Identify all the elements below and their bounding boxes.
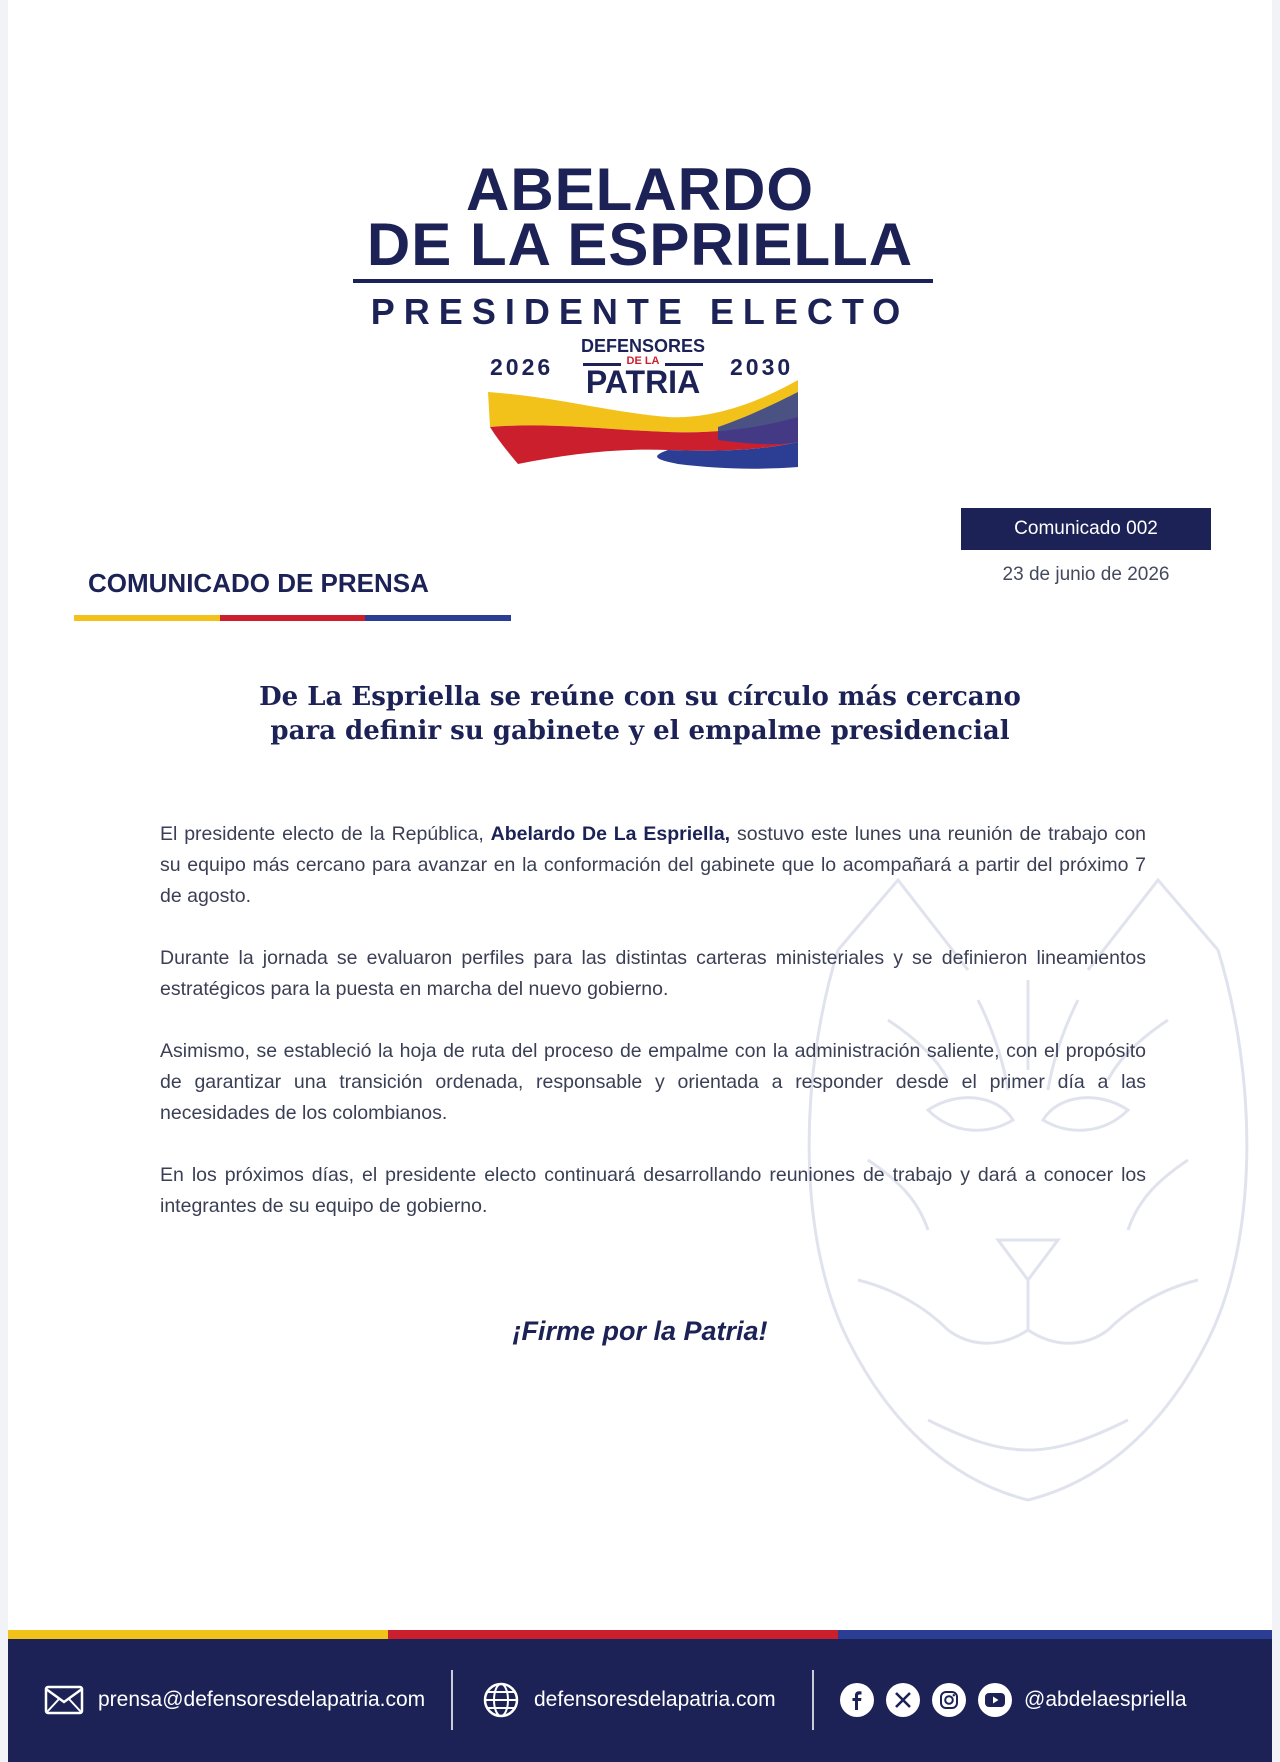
footer-tricolor-stripe [8, 1630, 1272, 1639]
footer-stripe-yellow [8, 1630, 388, 1639]
footer-stripe-red [388, 1630, 838, 1639]
footer-stripe-blue [838, 1630, 1272, 1639]
footer-social[interactable] [840, 1678, 1187, 1722]
paragraph-2: Durante la jornada se evaluaron perfiles para las distintas carteras ministeriales y se definieron lineamientos estratégicos para la puesta en marcha del nuevo gobierno. [160, 947, 1146, 1000]
paragraph-1-suffix: sostuvo este lunes una reunión de trabajo con su equipo más cercano para avanzar en la conformación del gabinete que lo acompañará a partir del próximo 7 de agosto. [160, 823, 1147, 907]
tricolor-blue [365, 615, 511, 621]
footer-email[interactable] [44, 1678, 425, 1722]
press-release-page [8, 0, 1272, 1762]
communique-number-badge: Comunicado 002 [961, 508, 1211, 550]
paragraph-3: Asimismo, se estableció la hoja de ruta del proceso de empalme con la administración saliente, con el propósito de garantizar una transición ordenada, responsable y orientada a responder desde el primer día a las necesidades de los colombianos. [160, 1040, 1146, 1124]
year-start: 2026 [490, 354, 554, 380]
footer-separator-1 [451, 1670, 453, 1730]
facebook-icon[interactable] [840, 1683, 874, 1717]
footer-social-handle: @abdelaespriella [1024, 1688, 1187, 1711]
tricolor-yellow [74, 615, 220, 621]
logo-defensores: DEFENSORES [580, 336, 706, 356]
communique-date: 23 de junio de 2026 [1002, 564, 1170, 585]
globe-icon [482, 1681, 520, 1719]
tricolor-rule [74, 615, 511, 621]
headline [158, 680, 1122, 748]
name-line-2: DE LA ESPRIELLA [366, 211, 914, 278]
paragraph-1-prefix: El presidente electo de la República, [160, 823, 491, 845]
x-icon[interactable] [886, 1683, 920, 1717]
youtube-icon[interactable] [978, 1683, 1012, 1717]
press-release-label: COMUNICADO DE PRENSA [88, 568, 429, 598]
body-text [160, 819, 1146, 1253]
closing-slogan: ¡Firme por la Patria! [512, 1316, 768, 1346]
headline-line-1: De La Espriella se reúne con su círculo más cercano [259, 682, 1021, 712]
footer-email-text: prensa@defensoresdelapatria.com [98, 1688, 426, 1711]
president-elect-title: PRESIDENTE ELECTO [370, 291, 910, 332]
colombia-flag-ribbon [478, 372, 808, 472]
name-underline [353, 279, 933, 283]
mail-icon [44, 1685, 84, 1715]
year-end: 2030 [730, 354, 794, 380]
footer-separator-2 [812, 1670, 814, 1730]
tricolor-red [220, 615, 366, 621]
headline-line-2: para definir su gabinete y el empalme presidencial [270, 716, 1010, 746]
footer-website[interactable] [482, 1678, 776, 1722]
paragraph-4: En los próximos días, el presidente electo continuará desarrollando reuniones de trabajo y dará a conocer los integrantes de su equipo de gobierno. [160, 1164, 1146, 1217]
instagram-icon[interactable] [932, 1683, 966, 1717]
footer-website-text: defensoresdelapatria.com [534, 1688, 776, 1711]
logo-patria: PATRIA [585, 364, 701, 400]
paragraph-1 [160, 819, 1146, 912]
paragraph-1-bold: Abelardo De La Espriella, [490, 823, 731, 845]
name-line-1: ABELARDO [466, 156, 814, 223]
logo-de-la: DE LA [626, 355, 660, 367]
